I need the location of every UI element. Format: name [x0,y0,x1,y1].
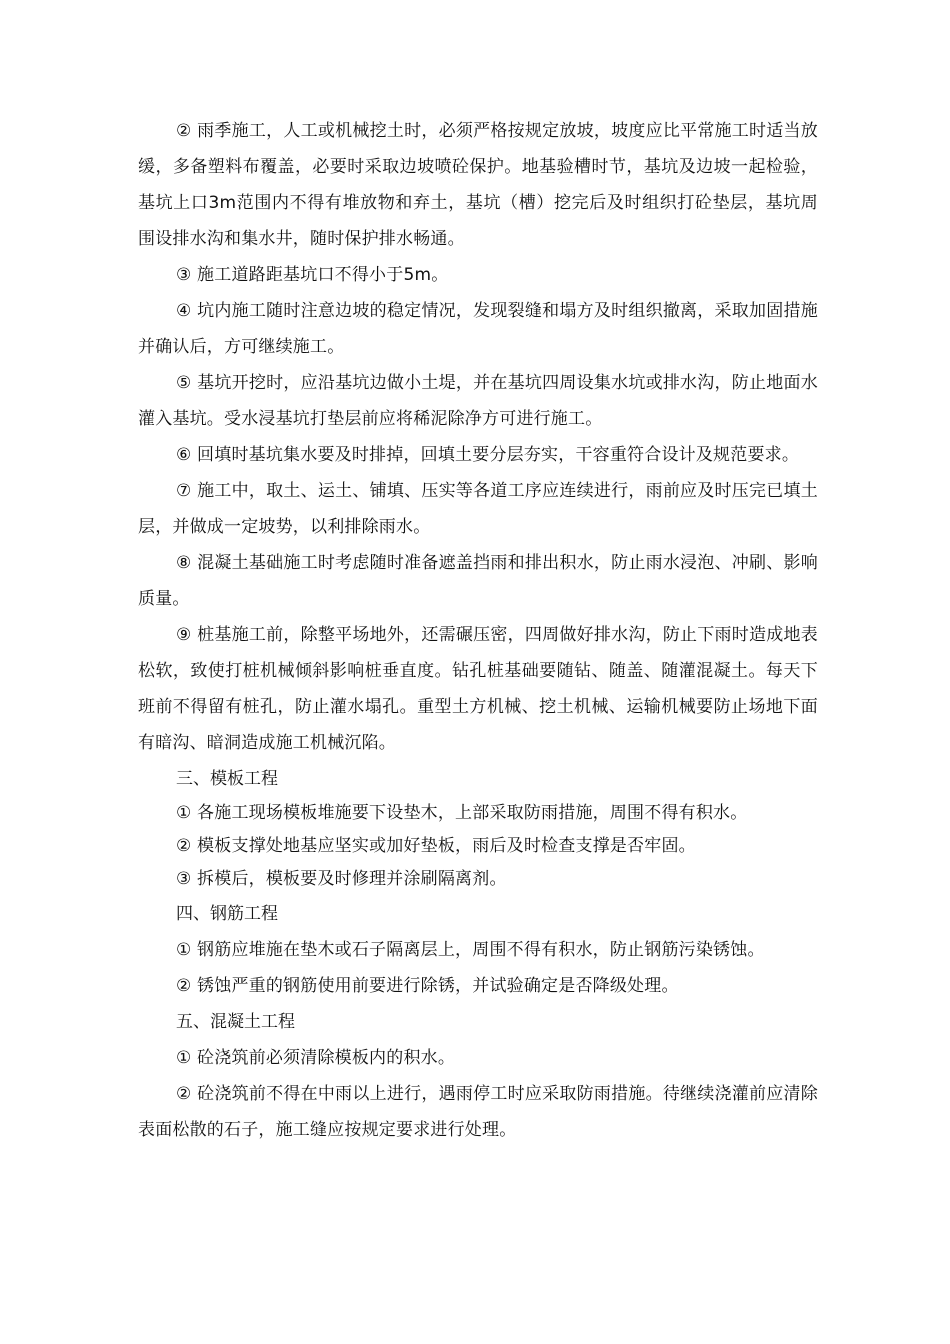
paragraph-excavation-slope: ② 雨季施工，人工或机械挖土时，必须严格按规定放坡，坡度应比平常施工时适当放缓，多备塑料布覆盖，必要时采取边坡喷砼保护。地基验槽时节，基坑及边坡一起检验，基坑上口3m范围内不得有堆放物和弃土，基坑（槽）挖完后及时组织打砼垫层，基坑周围设排水沟和集水井，随时保护排水畅通。 [138,121,818,249]
formwork-item: ② 模板支撑处地基应坚实或加好垫板，雨后及时检查支撑是否牢固。 [176,836,696,856]
paragraph-continuous-work: ⑦ 施工中，取土、运土、铺填、压实等各道工序应连续进行，雨前应及时压完已填土层，并做成一定坡势，以利排除雨水。 [138,481,818,537]
paragraph-backfill: ⑥ 回填时基坑集水要及时排掉，回填土要分层夯实，干容重符合设计及规范要求。 [176,445,800,465]
concrete-item: ② 砼浇筑前不得在中雨以上进行，遇雨停工时应采取防雨措施。待继续浇灌前应清除表面松散的石子，施工缝应按规定要求进行处理。 [138,1084,818,1140]
paragraph-slope-monitoring: ④ 坑内施工随时注意边坡的稳定情况，发现裂缝和塌方及时组织撤离，采取加固措施并确认后，方可继续施工。 [138,301,818,357]
section-heading-concrete: 五、混凝土工程 [176,1012,295,1032]
paragraph-pit-embankment: ⑤ 基坑开挖时，应沿基坑边做小土堤，并在基坑四周设集水坑或排水沟，防止地面水灌入基坑。受水浸基坑打垫层前应将稀泥除净方可进行施工。 [138,373,818,429]
paragraph-pile-foundation: ⑨ 桩基施工前，除整平场地外，还需碾压密，四周做好排水沟，防止下雨时造成地表松软，致使打桩机械倾斜影响桩垂直度。钻孔桩基础要随钻、随盖、随灌混凝土。每天下班前不得留有桩孔，防止灌水塌孔。重型土方机械、挖土机械、运输机械要防止场地下面有暗沟、暗洞造成施工机械沉陷。 [138,625,818,753]
formwork-item: ① 各施工现场模板堆施要下设垫木，上部采取防雨措施，周围不得有积水。 [176,803,748,823]
formwork-item: ③ 拆模后，模板要及时修理并涂刷隔离剂。 [176,869,507,889]
paragraph-concrete-foundation: ⑧ 混凝土基础施工时考虑随时准备遮盖挡雨和排出积水，防止雨水浸泡、冲刷、影响质量。 [138,553,818,609]
section-heading-rebar: 四、钢筋工程 [176,904,278,924]
document-body [138,113,818,1148]
section-heading-formwork: 三、模板工程 [176,769,278,789]
rebar-item: ② 锈蚀严重的钢筋使用前要进行除锈，并试验确定是否降级处理。 [176,976,679,996]
concrete-item: ① 砼浇筑前必须清除模板内的积水。 [176,1048,456,1068]
rebar-item: ① 钢筋应堆施在垫木或石子隔离层上，周围不得有积水，防止钢筋污染锈蚀。 [176,940,765,960]
paragraph-road-distance: ③ 施工道路距基坑口不得小于5m。 [176,265,449,285]
